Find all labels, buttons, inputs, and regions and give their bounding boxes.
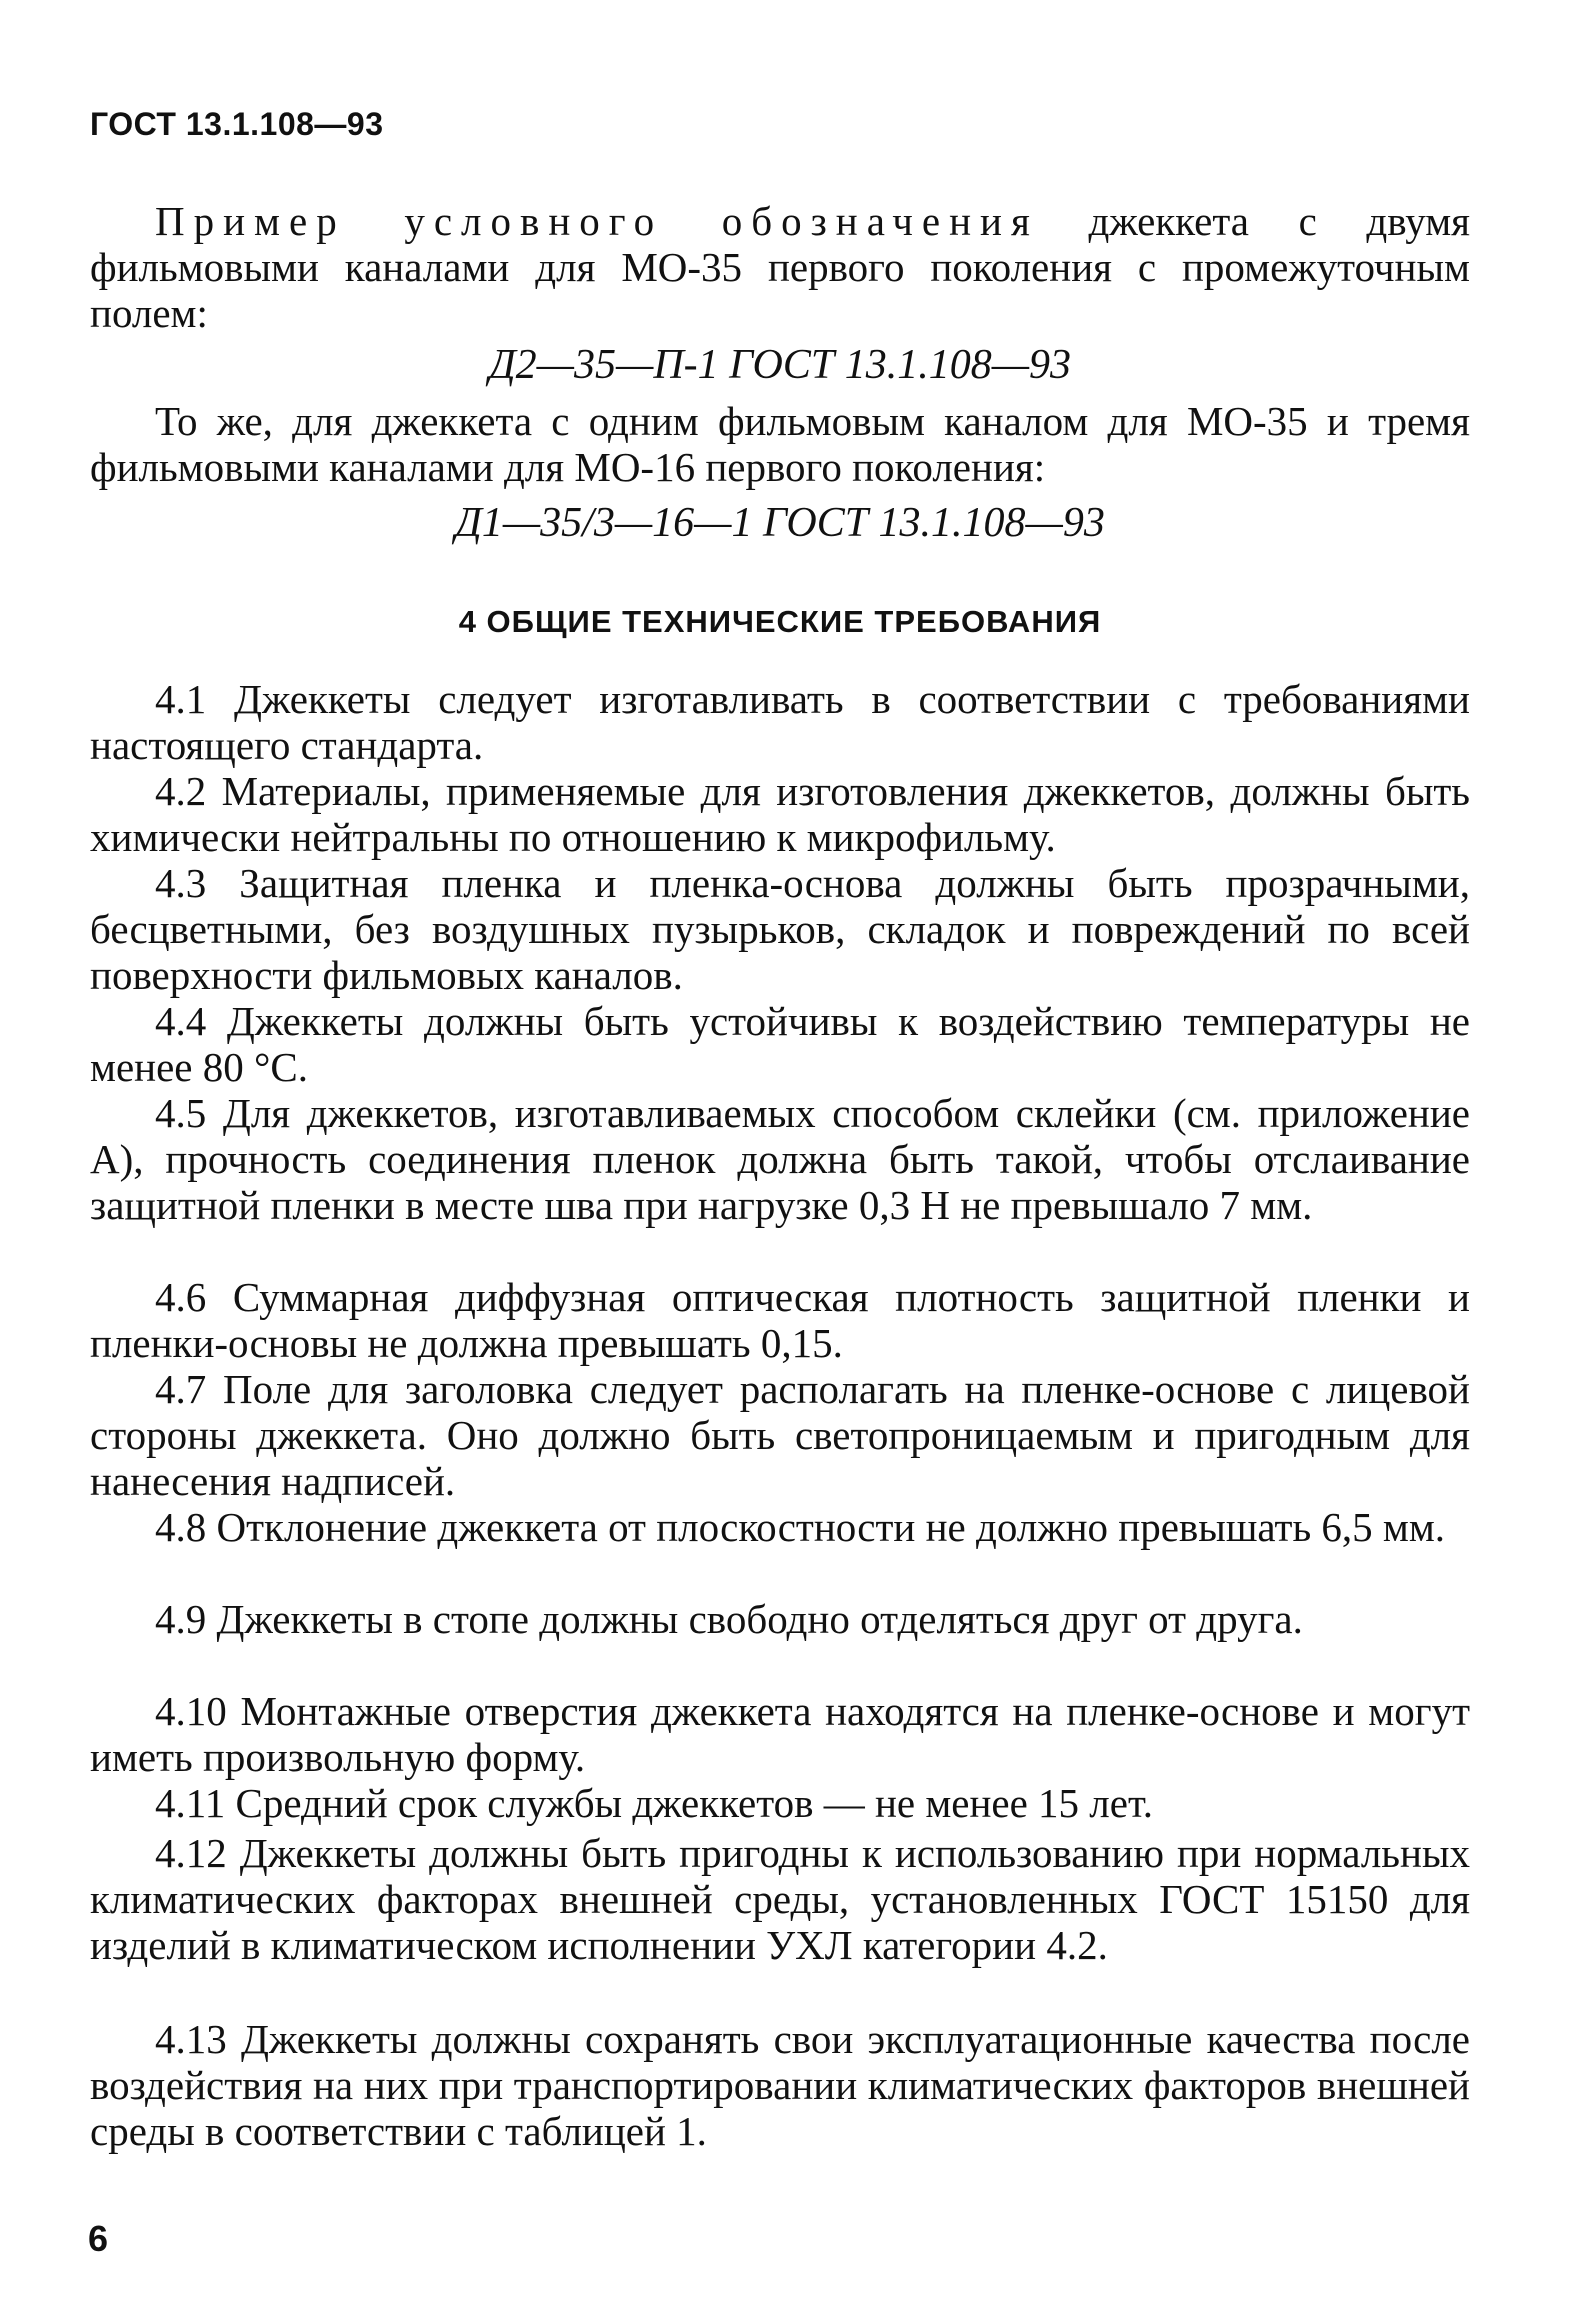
- clause-4-11: 4.11 Средний срок службы джеккетов — не менее 15 лет.: [155, 1780, 1154, 1826]
- clause-4-8: 4.8 Отклонение джеккета от плоскостности не должно превышать 6,5 мм.: [155, 1504, 1446, 1550]
- clause-4-10: 4.10 Монтажные отверстия джеккета находятся на пленке-основе и могут иметь произвольную форму.: [90, 1688, 1470, 1780]
- clause-4-3: 4.3 Защитная пленка и пленка-основа должны быть прозрачными, бесцветными, без воздушных пузырьков, складок и повреждений по всей поверхности фильмовых каналов.: [90, 860, 1470, 998]
- example-lead-word: Пример условного обозначения: [155, 198, 1039, 244]
- example-lead-rest: джеккета с двумя фильмовыми каналами для МО-35 первого поколения с промежуточным полем:: [90, 198, 1471, 336]
- designation-example-2: Д1—35/3—16—1 ГОСТ 13.1.108—93: [455, 500, 1105, 546]
- clause-4-6: 4.6 Суммарная диффузная оптическая плотность защитной пленки и пленки-основы не должна превышать 0,15.: [90, 1274, 1470, 1366]
- section-title: 4 ОБЩИЕ ТЕХНИЧЕСКИЕ ТРЕБОВАНИЯ: [458, 604, 1102, 639]
- page-number: 6: [88, 2218, 109, 2259]
- clause-4-9: 4.9 Джеккеты в стопе должны свободно отделяться друг от друга.: [155, 1596, 1303, 1642]
- example-paragraph: [90, 198, 1470, 336]
- clause-4-12: 4.12 Джеккеты должны быть пригодны к использованию при нормальных климатических факторах внешней среды, установленных ГОСТ 15150 для изделий в климатическом исполнении УХЛ категории 4.2.: [90, 1830, 1470, 1968]
- document-code-header: ГОСТ 13.1.108—93: [90, 106, 384, 142]
- designation-example-1: Д2—35—П-1 ГОСТ 13.1.108—93: [488, 342, 1072, 388]
- same-text-paragraph: То же, для джеккета с одним фильмовым каналом для МО-35 и тремя фильмовыми каналами для МО-16 первого поколения:: [90, 398, 1470, 490]
- clause-4-2: 4.2 Материалы, применяемые для изготовления джеккетов, должны быть химически нейтральны по отношению к микрофильму.: [90, 768, 1470, 860]
- clause-4-7: 4.7 Поле для заголовка следует располагать на пленке-основе с лицевой стороны джеккета. Оно должно быть светопроницаемым и пригодным для нанесения надписей.: [90, 1366, 1470, 1504]
- clause-4-13: 4.13 Джеккеты должны сохранять свои эксплуатационные качества после воздействия на них при транспортировании климатических факторов внешней среды в соответствии с таблицей 1.: [90, 2016, 1470, 2154]
- clause-4-1: 4.1 Джеккеты следует изготавливать в соответствии с требованиями настоящего стандарта.: [90, 676, 1470, 768]
- clause-4-5: 4.5 Для джеккетов, изготавливаемых способом склейки (см. приложение А), прочность соединения пленок должна быть такой, чтобы отслаивание защитной пленки в месте шва при нагрузке 0,3 Н не превышало 7 мм.: [90, 1090, 1470, 1228]
- clause-4-4: 4.4 Джеккеты должны быть устойчивы к воздействию температуры не менее 80 °С.: [90, 998, 1470, 1090]
